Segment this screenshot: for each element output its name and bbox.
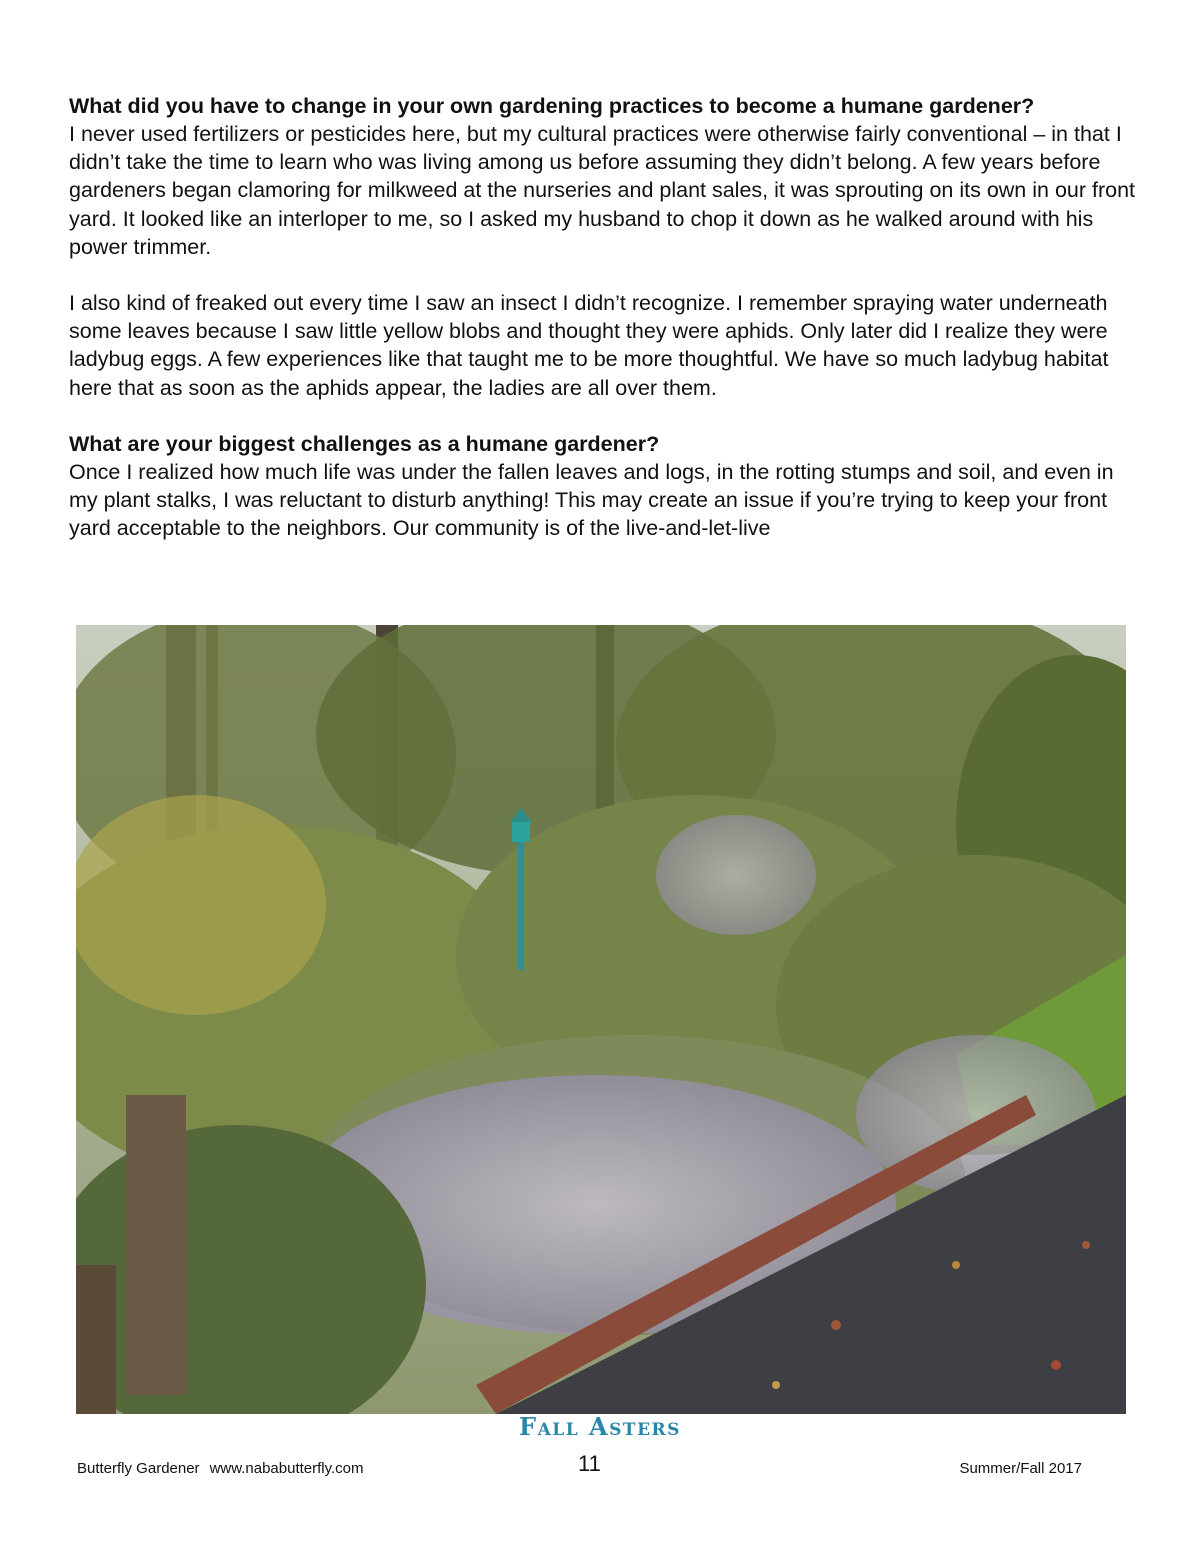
question-heading: What did you have to change in your own gardening practices to become a humane gardener?: [69, 94, 1035, 118]
page-number: 11: [578, 1451, 601, 1476]
photo-caption: Fall Asters: [519, 1412, 681, 1441]
garden-photo: [76, 625, 1126, 1414]
footer-left: [77, 1460, 364, 1477]
issue-label: Summer/Fall 2017: [959, 1460, 1082, 1477]
question-heading: What are your biggest challenges as a humane gardener?: [69, 431, 660, 456]
publication-name: Butterfly Gardener: [77, 1460, 200, 1477]
answer-paragraph: Once I realized how much life was under the fallen leaves and logs, in the rotting stumps and soil, and even in my plant stalks, I was reluctant to disturb anything! This may create an issue if you’re trying to keep your front yard acceptable to the neighbors. Our community is of the live-and-let-live: [69, 459, 1114, 541]
answer-paragraph: I never used fertilizers or pesticides here, but my cultural practices were otherwise fairly conventional – in that I didn’t take the time to learn who was living among us before assuming they didn’t belong. A few years before gardeners began clamoring for milkweed at the nurseries and plant sales, it was sprouting on its own in our front yard. It looked like an interloper to me, so I asked my husband to chop it down as he walked around with his power trimmer.: [69, 122, 1136, 259]
answer-paragraph: I also kind of freaked out every time I saw an insect I didn’t recognize. I remember spraying water underneath some leaves because I saw little yellow blobs and thought they were aphids. Only later did I realize they were ladybug eggs. A few experiences like that taught me to be more thoughtful. We have so much ladybug habitat here that as soon as the aphids appear, the ladies are all over them.: [69, 291, 1109, 400]
footer-url: www.nababutterfly.com: [209, 1460, 364, 1477]
article-body: [69, 92, 1139, 542]
